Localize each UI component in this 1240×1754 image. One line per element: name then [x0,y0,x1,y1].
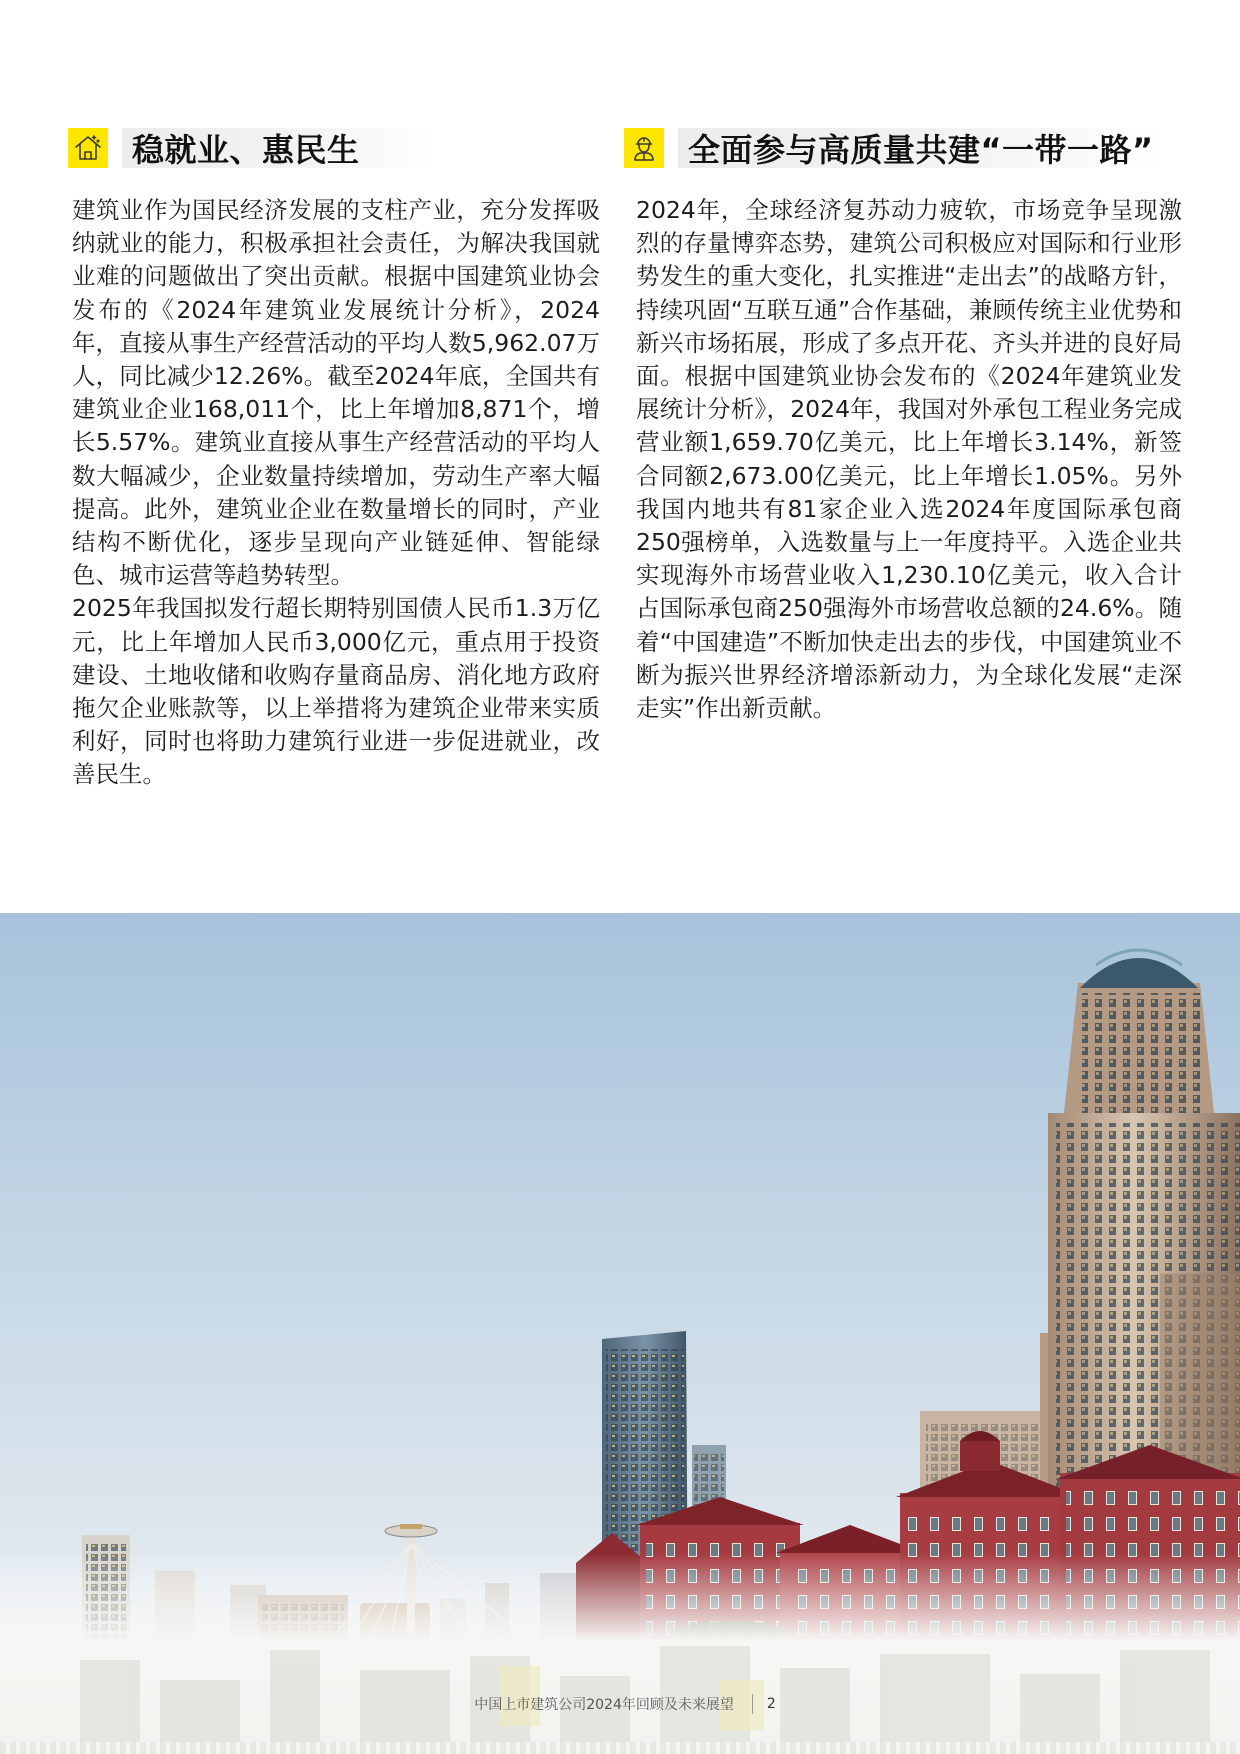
section-heading [624,126,1184,170]
section-title: 稳就业、惠民生 [132,131,360,169]
section-employment [68,126,598,792]
section-heading [68,126,598,170]
paragraph: 2024年，全球经济复苏动力疲软，市场竞争呈现激烈的存量博弈态势，建筑公司积极应对国际和行业形势发生的重大变化，扎实推进“走出去”的战略方针，持续巩固“互联互通”合作基础，兼顾传统主业优势和新兴市场拓展，形成了多点开花、齐头并进的良好局面。根据中国建筑业协会发布的《2024年建筑业发展统计分析》，2024年，我国对外承包工程业务完成营业额1,659.70亿美元，比上年增长3.14%，新签合同额2,673.00亿美元，比上年增长1.05%。另外我国内地共有81家企业入选2024年度国际承包商250强榜单，入选数量与上一年度持平。入选企业共实现海外市场营业收入1,230.10亿美元，收入合计占国际承包商250强海外市场营收总额的24.6%。随着“中国建造”不断加快走出去的步伐，中国建筑业不断为振兴世界经济增添新动力，为全球化发展“走深走实”作出新贡献。 [636,196,1182,723]
house-icon [68,128,108,168]
section-title: 全面参与高质量共建“一带一路” [688,131,1154,169]
section-body [636,194,1182,725]
section-belt-and-road [624,126,1184,725]
heading-bar [122,128,438,168]
footer-stripe [0,1742,1240,1754]
footer [0,1694,1240,1714]
paragraph: 建筑业作为国民经济发展的支柱产业，充分发挥吸纳就业的能力，积极承担社会责任，为解决我国就业难的问题做出了突出贡献。根据中国建筑业协会发布的《2024年建筑业发展统计分析》，2024年，直接从事生产经营活动的平均人数5,962.07万人，同比减少12.26%。截至2024年底，全国共有建筑业企业168,011个，比上年增加8,871个，增长5.57%。建筑业直接从事生产经营活动的平均人数大幅减少，企业数量持续增加，劳动生产率大幅提高。此外，建筑业企业在数量增长的同时，产业结构不断优化，逐步呈现向产业链延伸、智能绿色、城市运营等趋势转型。 [72,196,600,590]
cityscape-photo [0,913,1240,1641]
section-body [72,194,600,792]
worker-icon [624,128,664,168]
footer-divider [752,1694,753,1714]
footer-title: 中国上市建筑公司2024年回顾及未来展望 [474,1697,734,1713]
heading-bar [678,128,1168,168]
paragraph: 2025年我国拟发行超长期特别国债人民币1.3万亿元，比上年增加人民币3,000亿元，重点用于投资建设、土地收储和收购存量商品房、消化地方政府拖欠企业账款等，以上举措将为建筑企业带来实质利好，同时也将助力建筑行业进一步促进就业，改善民生。 [72,594,600,789]
page-number: 2 [766,1696,776,1712]
